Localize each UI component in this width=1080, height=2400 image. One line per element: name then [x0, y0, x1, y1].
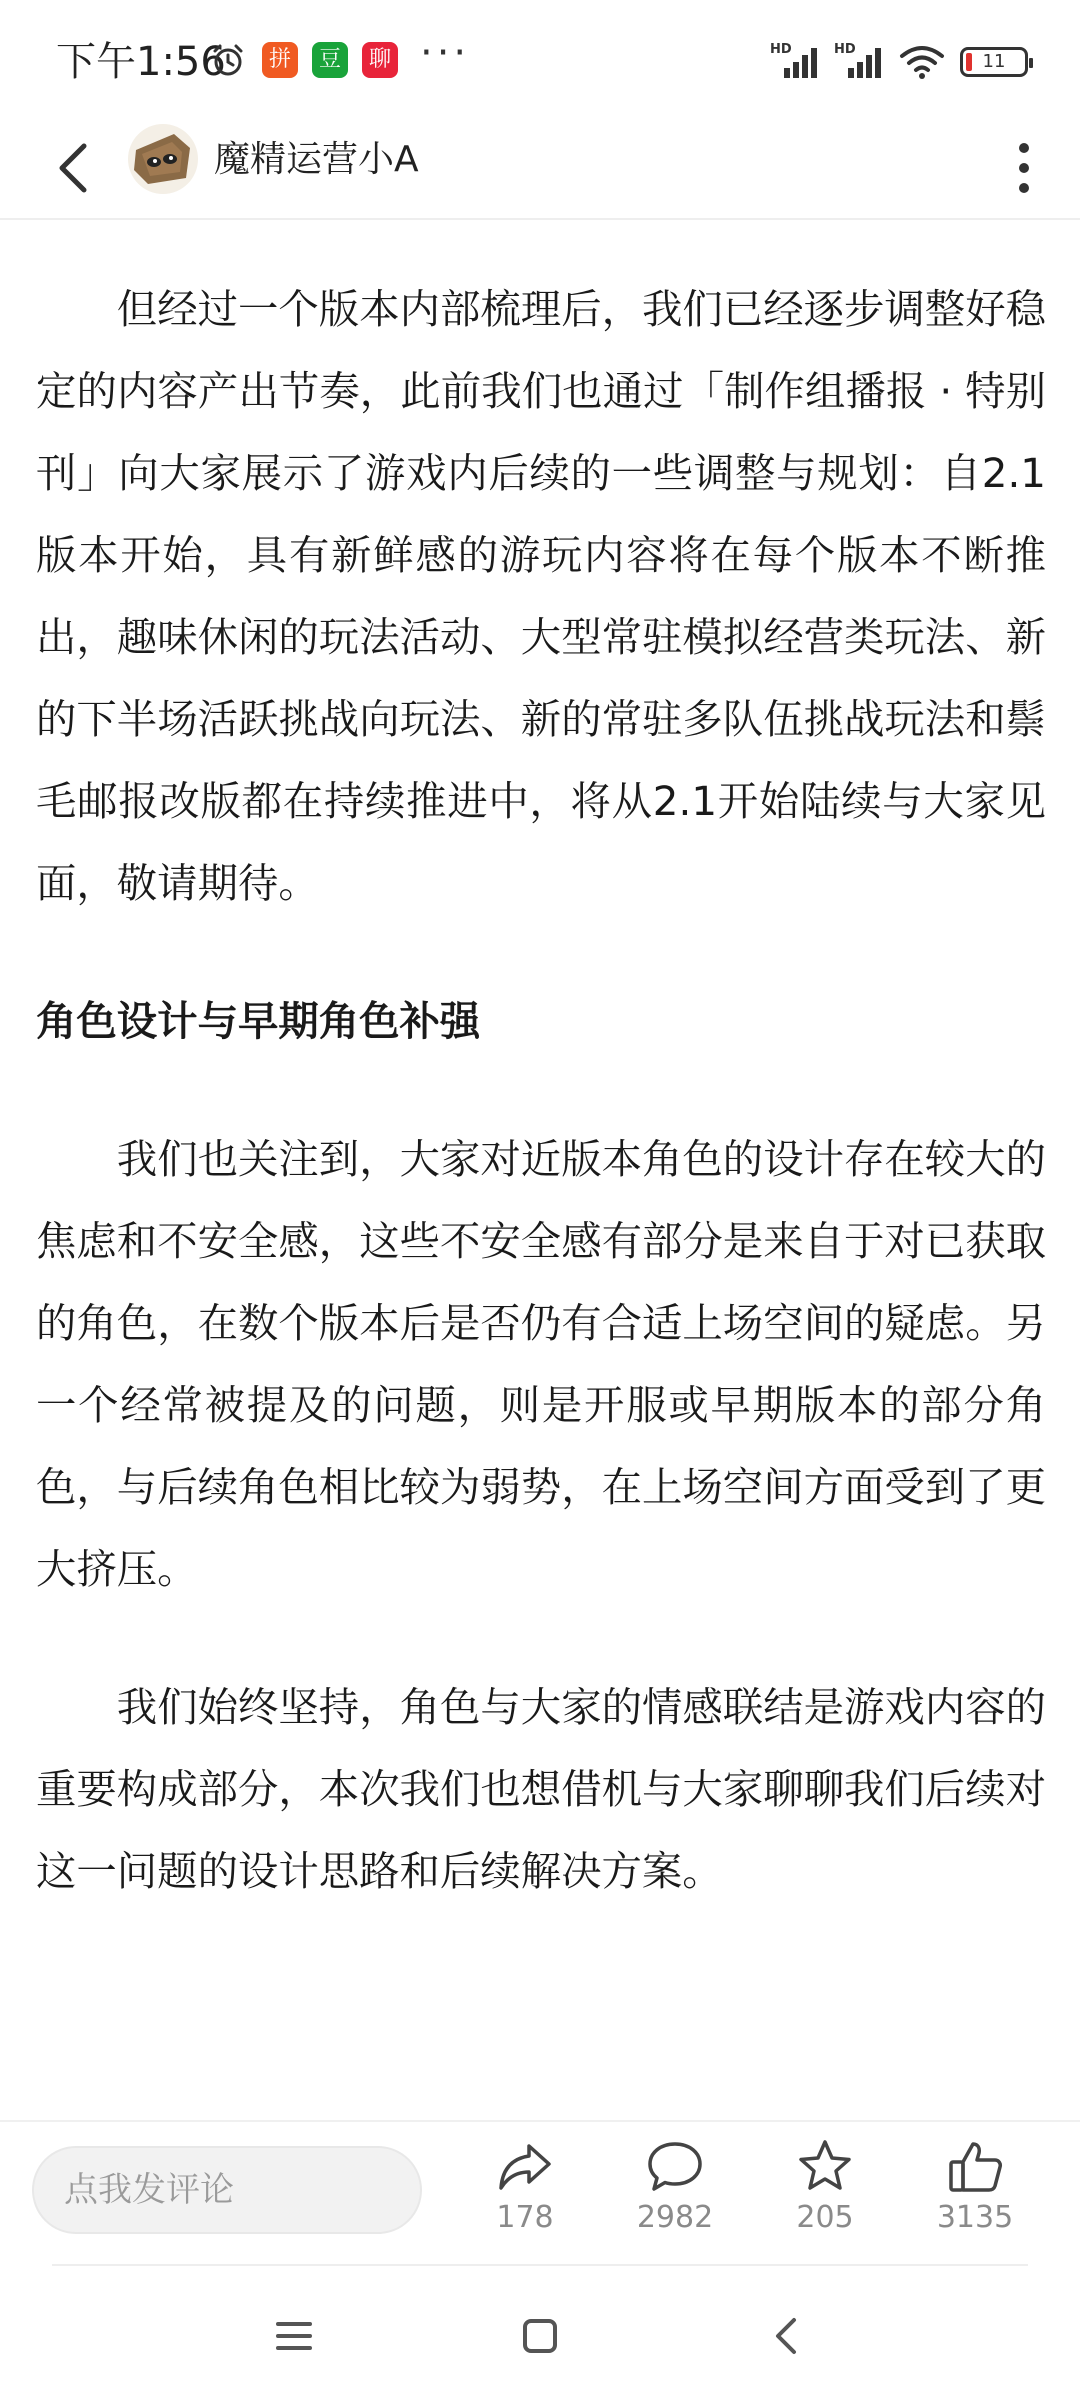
section-heading: 角色设计与早期角色补强: [36, 997, 481, 1045]
star-icon: [795, 2136, 855, 2196]
share-icon: [495, 2136, 555, 2196]
article-paragraph: 我们始终坚持，角色与大家的情感联结是游戏内容的重要构成部分，本次我们也想借机与大家聊聊我们后续对这一问题的设计思路和后续解决方案。: [36, 1683, 1046, 1895]
author-name[interactable]: 魔精运营小A: [214, 139, 419, 180]
signal-hd-label: HD: [770, 42, 792, 57]
article-body: [36, 268, 1046, 1912]
wifi-icon: [898, 42, 946, 82]
favorite-button[interactable]: [770, 2136, 880, 2256]
more-notifications-icon: ···: [420, 30, 471, 76]
battery-icon: [960, 47, 1028, 77]
comment-input[interactable]: [32, 2146, 422, 2234]
alarm-icon: [210, 42, 246, 78]
share-count: 178: [496, 2200, 554, 2235]
more-options-icon[interactable]: [1004, 132, 1044, 204]
nav-back-icon[interactable]: [756, 2306, 816, 2366]
comment-icon: [645, 2136, 705, 2196]
status-bar: [0, 0, 1080, 118]
home-icon[interactable]: [510, 2306, 570, 2366]
comment-placeholder: 点我发评论: [64, 2170, 234, 2210]
action-bar: [0, 2120, 1080, 2266]
avatar[interactable]: [128, 124, 198, 194]
like-count: 3135: [936, 2200, 1014, 2235]
like-button[interactable]: [920, 2136, 1030, 2256]
article-paragraph: 但经过一个版本内部梳理后，我们已经逐步调整好稳定的内容产出节奏，此前我们也通过「制作组播报 · 特别刊」向大家展示了游戏内后续的一些调整与规划：自2.1版本开始，具有新鲜感的游玩内容将在每个版本不断推出，趣味休闲的玩法活动、大型常驻模拟经营类玩法、新的下半场活跃挑战向玩法、新的常驻多队伍挑战玩法和鬃毛邮报改版都在持续推进中，将从2.1开始陆续与大家见面，敬请期待。: [36, 285, 1046, 907]
app-badge-icon: 豆: [312, 42, 348, 78]
app-badge-icon: 拼: [262, 42, 298, 78]
battery-level: 11: [982, 51, 1006, 72]
comment-button[interactable]: [620, 2136, 730, 2256]
comment-count: 2982: [636, 2200, 714, 2235]
signal-icon: [834, 42, 884, 82]
back-arrow-icon[interactable]: [44, 132, 104, 204]
favorite-count: 205: [796, 2200, 854, 2235]
thumbs-up-icon: [945, 2136, 1005, 2196]
status-time: 下午1:56: [56, 39, 226, 85]
menu-icon[interactable]: [264, 2306, 324, 2366]
article-header: [0, 118, 1080, 220]
system-nav-bar: [0, 2266, 1080, 2400]
app-badge-icon: 聊: [362, 42, 398, 78]
article-paragraph: 我们也关注到，大家对近版本角色的设计存在较大的焦虑和不安全感，这些不安全感有部分是来自于对已获取的角色，在数个版本后是否仍有合适上场空间的疑虑。另一个经常被提及的问题，则是开服或早期版本的部分角色，与后续角色相比较为弱势，在上场空间方面受到了更大挤压。: [36, 1135, 1046, 1593]
share-button[interactable]: [470, 2136, 580, 2256]
signal-hd-label: HD: [834, 42, 856, 57]
signal-icon: [770, 42, 820, 82]
